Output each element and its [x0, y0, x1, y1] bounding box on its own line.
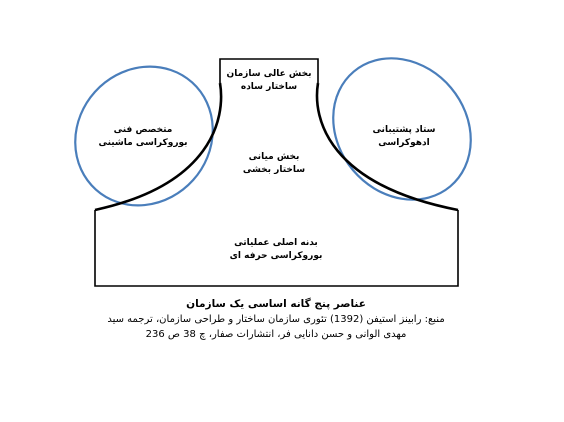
- strategic-apex-line1: بخش عالی سازمان: [226, 69, 312, 79]
- caption-source-line2: مهدی الوانی و حسن دانایی فر، انتشارات صفار، چ 38 ص 236: [145, 329, 407, 340]
- strategic-apex-line2: ساختار ساده: [240, 82, 298, 92]
- support-staff-line1: ستاد پشتیبانی: [372, 125, 436, 135]
- technostructure-label: [86, 124, 200, 150]
- operating-core-line2: بوروکراسی حرفه ای: [229, 251, 323, 261]
- operating-core-line1: بدنه اصلی عملیاتی: [234, 238, 318, 248]
- middle-line-line1: بخش میانی: [248, 152, 300, 162]
- support-staff-line2: ادهوکراسی: [378, 138, 430, 148]
- caption-title: عناصر پنج گانه اساسی یک سازمان: [186, 298, 366, 310]
- middle-line-line2: ساختار بخشی: [242, 165, 306, 175]
- technostructure-line1: متخصص فنی: [113, 125, 173, 135]
- figure-caption: [86, 296, 466, 342]
- operating-core-label: [216, 237, 336, 263]
- caption-source-line1: منبع: رابینز استیفن (1392) تئوری سازمان ساختار و طراحی سازمان، ترجمه سید: [107, 314, 445, 325]
- middle-line-label: [224, 151, 324, 177]
- strategic-apex-label: [219, 68, 319, 94]
- technostructure-line2: بوروکراسی ماشینی: [98, 138, 188, 148]
- support-staff-label: [352, 124, 456, 150]
